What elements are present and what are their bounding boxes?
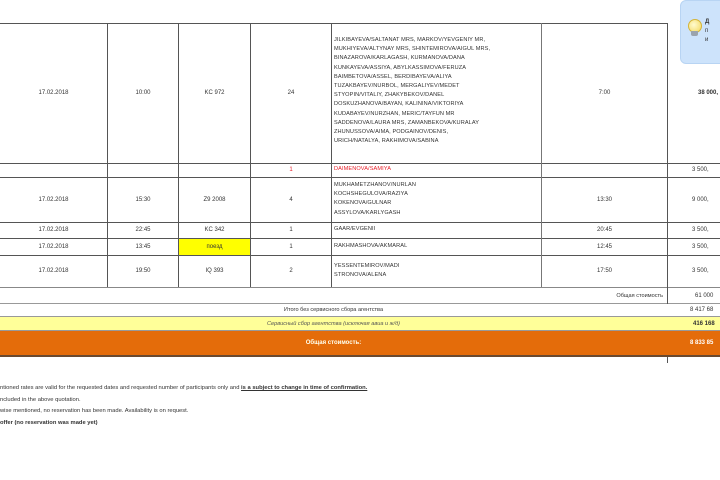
passenger-names bbox=[334, 242, 407, 251]
service-fee-value: 416 168 bbox=[693, 320, 715, 327]
flight-cell: IQ 393 bbox=[205, 268, 224, 274]
passenger-line: DAIMENOVA/SAMIYA bbox=[334, 166, 392, 172]
date-cell: 17.02.2018 bbox=[38, 90, 69, 96]
passenger-line: KUNKAYEVA/ASSIYA, ABYLKASSIMOVA/FERUZA bbox=[334, 64, 467, 71]
hint-line: и bbox=[705, 37, 709, 43]
pax-cell: 1 bbox=[289, 167, 293, 173]
hint-text bbox=[705, 18, 709, 45]
lightbulb-base bbox=[691, 31, 698, 36]
time-cell: 13:45 bbox=[135, 243, 151, 250]
price-cell: 3 500, bbox=[692, 243, 709, 250]
flight-cell: KC 342 bbox=[204, 227, 225, 233]
grand-total-row bbox=[0, 331, 720, 357]
note-line-4: offer (no reservation was made yet) bbox=[0, 419, 98, 426]
passenger-line: KOKENOVA/GULNAR bbox=[334, 200, 392, 207]
passenger-line: YESSENTEMIROV/MADI bbox=[334, 263, 400, 269]
subtotal-value: 61 000 bbox=[695, 292, 714, 299]
passenger-line: SADDENOVA/LAURA MRS, ZAMANBEKOVA/KURALAY bbox=[334, 119, 480, 126]
arrival-cell: 12:45 bbox=[596, 243, 612, 250]
flight-cell-train: поезд bbox=[179, 239, 250, 255]
grand-total-value: 8 833 85 bbox=[690, 340, 714, 346]
date-cell: 17.02.2018 bbox=[38, 227, 69, 233]
passenger-line: ASSYLOVA/KARLYGASH bbox=[334, 209, 401, 216]
pax-cell: 1 bbox=[289, 243, 293, 250]
flight-cell: Z9 2008 bbox=[203, 196, 226, 203]
arrival-cell: 7:00 bbox=[598, 90, 611, 96]
note-underlined: is a subject to change in time of confirmation. bbox=[241, 385, 368, 391]
subtotal-label: Общая стоимость bbox=[616, 292, 663, 299]
terms-notes bbox=[0, 383, 367, 429]
total-without-fee-row bbox=[0, 304, 720, 317]
passenger-names bbox=[334, 36, 490, 146]
passenger-line: TUZAKBAYEV/NURBOL, MERGALIYEV/MEDET bbox=[334, 83, 460, 90]
grand-total-label: Общая стоимость: bbox=[305, 340, 362, 346]
note-line-1 bbox=[0, 383, 367, 395]
pax-cell: 24 bbox=[287, 90, 295, 96]
passenger-line: DOSKUZHANOVA/BAYAN, KALININA/VIKTORIYA bbox=[334, 101, 464, 108]
price-cell: 3 500, bbox=[692, 167, 709, 173]
passenger-names bbox=[334, 262, 400, 280]
passenger-line: KOCHSHEGULOVA/RAZIYA bbox=[334, 191, 408, 198]
passenger-line: KUDABAYEV/NURZHAN, MERIC/TAYFUN MR bbox=[334, 110, 455, 117]
flight-cell: KC 972 bbox=[204, 90, 225, 96]
note-line-2: ncluded in the above quotation. bbox=[0, 396, 81, 403]
col-divider bbox=[331, 23, 332, 287]
total-without-fee-label: Итого без сервисного сбора агентства bbox=[283, 307, 384, 313]
passenger-line: STYOPIN/VITALIY, ZHAKYBEKOV/DANEL bbox=[334, 92, 445, 99]
service-fee-label: Сервисный сбор агентства (исключая авиа и ж/д) bbox=[266, 320, 401, 327]
date-cell: 17.02.2018 bbox=[38, 243, 69, 250]
price-cell: 38 000, bbox=[698, 90, 719, 96]
pax-cell: 4 bbox=[289, 196, 293, 203]
date-cell: 17.02.2018 bbox=[38, 268, 69, 274]
passenger-line: MUKHIYEVA/ALTYNAY MRS, SHINTEMIROVA/AIGUL MRS, bbox=[334, 46, 491, 53]
passenger-line: GAAR/EVGENII bbox=[334, 226, 376, 232]
time-cell: 15:30 bbox=[135, 196, 151, 203]
price-cell: 3 500, bbox=[692, 227, 709, 233]
passenger-names bbox=[334, 165, 391, 174]
service-fee-row bbox=[0, 317, 720, 331]
total-without-fee-value: 8 417 68 bbox=[690, 307, 714, 313]
passenger-line: ZHUNUSSOVA/AIMA, PODGAINOV/DENIS, bbox=[334, 129, 449, 136]
passenger-line: BINAZAROVA/KARLAGASH, KURMANOVA/DANA bbox=[334, 55, 465, 62]
note-text: ntioned rates are valid for the requested dates and requested number of participants only and bbox=[0, 385, 242, 391]
date-cell: 17.02.2018 bbox=[38, 196, 69, 203]
passenger-line: STRONOVA/ALENA bbox=[334, 272, 387, 279]
price-cell: 9 000, bbox=[692, 196, 709, 203]
passenger-names bbox=[334, 225, 375, 234]
hint-line: Д bbox=[705, 19, 710, 25]
arrival-cell: 13:30 bbox=[596, 196, 612, 203]
time-cell: 19:50 bbox=[135, 268, 151, 274]
passenger-names bbox=[334, 181, 416, 218]
note-line-3: wise mentioned, no reservation has been made. Availability is on request. bbox=[0, 408, 189, 414]
arrival-cell: 20:45 bbox=[596, 227, 612, 233]
passenger-line: RAKHMASHOVA/AKMARAL bbox=[334, 243, 408, 249]
passenger-line: URICH/NATALYA, RAKHIMOVA/SABINA bbox=[334, 138, 439, 145]
pax-cell: 2 bbox=[289, 268, 293, 274]
arrival-cell: 17:50 bbox=[596, 268, 612, 274]
passenger-line: BAIMBETOVA/ASSEL, BERDIBAYEVA/ALIYA bbox=[334, 73, 452, 80]
hint-line: п bbox=[705, 28, 709, 34]
price-cell: 3 500, bbox=[692, 268, 709, 274]
passenger-line: JILKIBAYEVA/SALTANAT MRS, MARKOV/YEVGENIY MR, bbox=[334, 37, 486, 43]
row-divider bbox=[0, 163, 720, 164]
pax-cell: 1 bbox=[289, 227, 293, 233]
hint-popup[interactable] bbox=[680, 0, 720, 64]
time-cell: 22:45 bbox=[135, 227, 151, 233]
passenger-line: MUKHAMETZHANOV/NURLAN bbox=[334, 182, 416, 188]
time-cell: 10:00 bbox=[135, 90, 151, 96]
